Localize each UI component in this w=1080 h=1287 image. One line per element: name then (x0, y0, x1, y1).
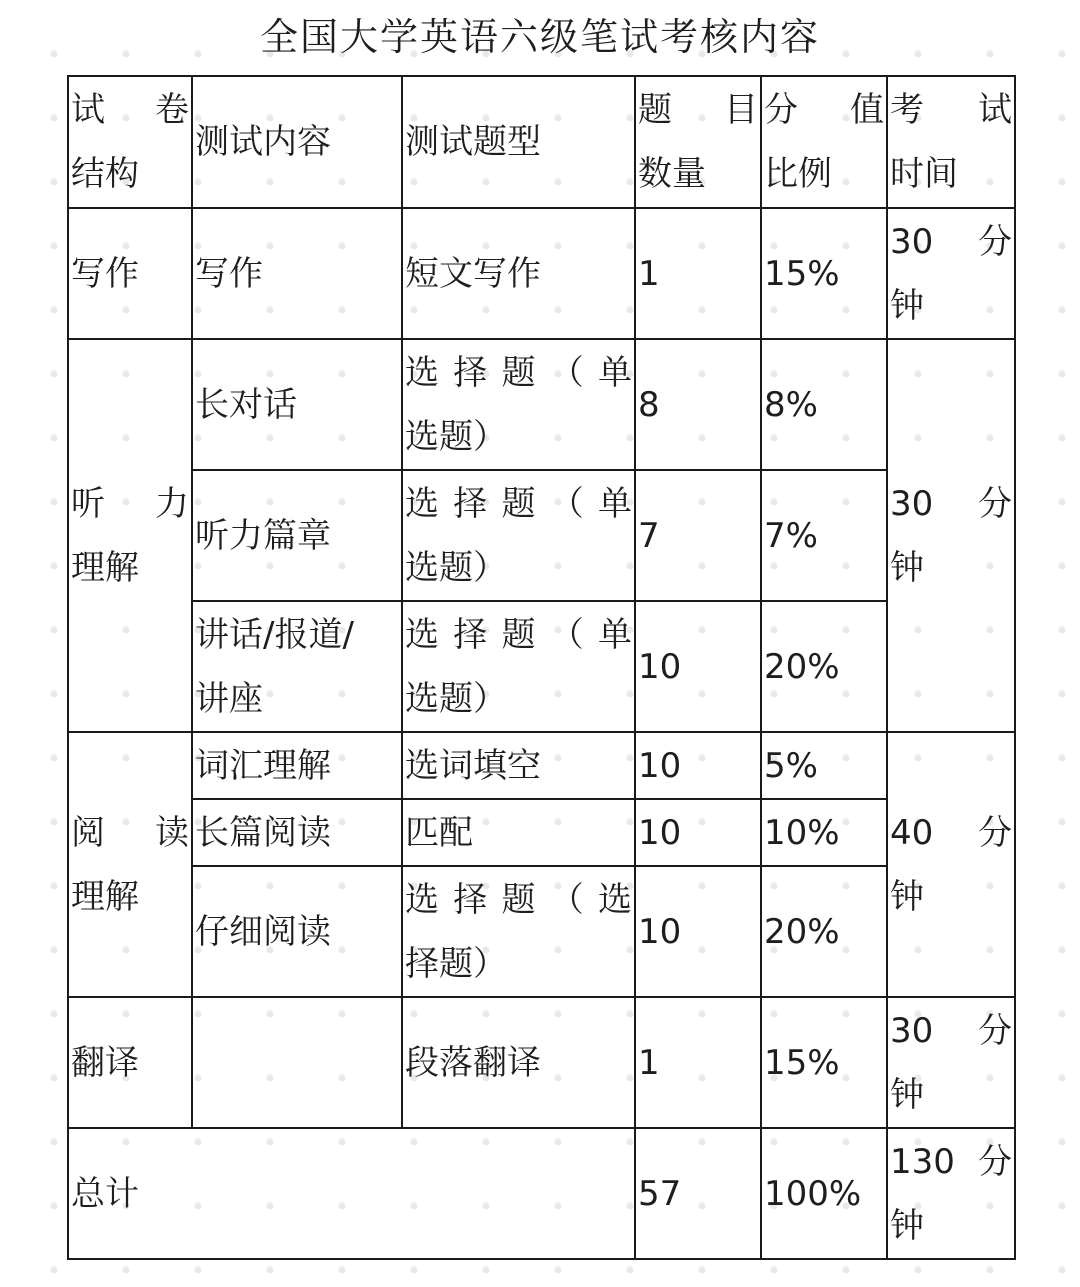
reading-2-ratio (761, 799, 887, 866)
header-type-text: 测试题型 (405, 122, 541, 162)
translation-section (68, 997, 192, 1128)
reading-time-line1: 40 分 (890, 812, 1012, 853)
translation-type (402, 997, 635, 1128)
translation-ratio-text: 15% (764, 1042, 840, 1083)
header-structure-line2: 结构 (71, 154, 139, 194)
listening-3-ratio (761, 601, 887, 732)
writing-time-line1: 30 分 (890, 221, 1012, 262)
reading-2-type-text: 匹配 (405, 812, 473, 853)
table-row-reading-2 (68, 799, 1015, 866)
table-row-writing (68, 208, 1015, 339)
header-time (887, 76, 1015, 208)
reading-2-type (402, 799, 635, 866)
translation-time-line1: 30 分 (890, 1010, 1012, 1051)
writing-type (402, 208, 635, 339)
table-row-listening-2 (68, 470, 1015, 601)
reading-section (68, 732, 192, 997)
writing-ratio-text: 15% (764, 253, 840, 294)
reading-1-type (402, 732, 635, 799)
table-header-row (68, 76, 1015, 208)
listening-3-type-line2: 选题） (405, 678, 507, 719)
translation-type-text: 段落翻译 (405, 1042, 541, 1083)
listening-3-content-line1: 讲话/报道/ (195, 614, 354, 655)
header-ratio (761, 76, 887, 208)
listening-1-ratio-text: 8% (764, 384, 818, 425)
writing-content-text: 写作 (195, 253, 263, 294)
exam-content-table (67, 75, 1016, 1260)
translation-count-text: 1 (638, 1042, 660, 1083)
page-title: 全国大学英语六级笔试考核内容 (259, 15, 820, 59)
listening-time-line2: 钟 (890, 547, 924, 588)
listening-3-count (635, 601, 761, 732)
table-row-listening-1 (68, 339, 1015, 470)
listening-section-line2: 理解 (71, 547, 139, 588)
header-content-text: 测试内容 (195, 122, 331, 162)
header-count-line2: 数量 (638, 154, 706, 194)
listening-1-content (192, 339, 402, 470)
reading-2-count (635, 799, 761, 866)
header-structure-line1: 试 卷 (71, 90, 189, 130)
reading-3-count (635, 866, 761, 997)
writing-count-text: 1 (638, 253, 660, 294)
total-time-line2: 钟 (890, 1205, 924, 1246)
reading-1-content (192, 732, 402, 799)
translation-ratio (761, 997, 887, 1128)
listening-2-content-text: 听力篇章 (195, 515, 331, 556)
translation-count (635, 997, 761, 1128)
listening-3-type (402, 601, 635, 732)
listening-time (887, 339, 1015, 732)
listening-2-ratio-text: 7% (764, 515, 818, 556)
listening-3-ratio-text: 20% (764, 646, 840, 687)
total-count-text: 57 (638, 1173, 682, 1214)
total-count (635, 1128, 761, 1259)
listening-2-type (402, 470, 635, 601)
reading-2-ratio-text: 10% (764, 812, 840, 853)
listening-2-type-line2: 选题） (405, 547, 507, 588)
header-time-line1: 考 试 (890, 90, 1012, 130)
writing-ratio (761, 208, 887, 339)
listening-1-type-line2: 选题） (405, 416, 507, 457)
reading-1-type-text: 选词填空 (405, 745, 541, 786)
reading-3-type (402, 866, 635, 997)
reading-1-content-text: 词汇理解 (195, 745, 331, 786)
listening-2-content (192, 470, 402, 601)
writing-content (192, 208, 402, 339)
reading-3-count-text: 10 (638, 911, 682, 952)
reading-3-content-text: 仔细阅读 (195, 911, 331, 952)
writing-type-text: 短文写作 (405, 253, 541, 294)
total-label (68, 1128, 635, 1259)
reading-1-ratio (761, 732, 887, 799)
listening-2-count (635, 470, 761, 601)
listening-1-count (635, 339, 761, 470)
total-ratio (761, 1128, 887, 1259)
listening-section (68, 339, 192, 732)
table-row-total (68, 1128, 1015, 1259)
listening-3-count-text: 10 (638, 646, 682, 687)
writing-time (887, 208, 1015, 339)
reading-time-line2: 钟 (890, 876, 924, 917)
header-time-line2: 时间 (890, 154, 958, 194)
listening-1-ratio (761, 339, 887, 470)
header-content (192, 76, 402, 208)
total-ratio-text: 100% (764, 1173, 862, 1214)
listening-2-ratio (761, 470, 887, 601)
reading-3-ratio (761, 866, 887, 997)
header-count-line1: 题 目 (638, 90, 758, 130)
translation-time-line2: 钟 (890, 1074, 924, 1115)
reading-2-content (192, 799, 402, 866)
total-time (887, 1128, 1015, 1259)
writing-section (68, 208, 192, 339)
header-structure (68, 76, 192, 208)
reading-3-type-line1: 选 择 题 （ 选 (405, 879, 632, 920)
listening-section-line1: 听 力 (71, 483, 189, 524)
listening-time-line1: 30 分 (890, 483, 1012, 524)
listening-1-count-text: 8 (638, 384, 660, 425)
listening-2-type-line1: 选 择 题 （ 单 (405, 483, 632, 524)
listening-1-type-line1: 选 择 题 （ 单 (405, 352, 632, 393)
header-type (402, 76, 635, 208)
header-count (635, 76, 761, 208)
translation-content (192, 997, 402, 1128)
listening-1-type (402, 339, 635, 470)
writing-time-line2: 钟 (890, 285, 924, 326)
table-row-reading-1 (68, 732, 1015, 799)
listening-3-content-line2: 讲座 (195, 678, 263, 719)
translation-section-text: 翻译 (71, 1042, 139, 1083)
reading-3-content (192, 866, 402, 997)
reading-time (887, 732, 1015, 997)
header-ratio-line2: 比例 (764, 154, 832, 194)
writing-section-text: 写作 (71, 253, 139, 294)
table-row-listening-3 (68, 601, 1015, 732)
reading-section-line2: 理解 (71, 876, 139, 917)
listening-3-type-line1: 选 择 题 （ 单 (405, 614, 632, 655)
listening-1-content-text: 长对话 (195, 384, 297, 425)
writing-count (635, 208, 761, 339)
translation-time (887, 997, 1015, 1128)
listening-2-count-text: 7 (638, 515, 660, 556)
reading-3-type-line2: 择题） (405, 943, 507, 984)
table-row-translation (68, 997, 1015, 1128)
reading-1-count (635, 732, 761, 799)
listening-3-content (192, 601, 402, 732)
reading-2-count-text: 10 (638, 812, 682, 853)
reading-1-count-text: 10 (638, 745, 682, 786)
header-ratio-line1: 分 值 (764, 90, 884, 130)
total-label-text: 总计 (71, 1173, 139, 1214)
reading-3-ratio-text: 20% (764, 911, 840, 952)
reading-2-content-text: 长篇阅读 (195, 812, 331, 853)
total-time-line1: 130 分 (890, 1141, 1012, 1182)
table-row-reading-3 (68, 866, 1015, 997)
reading-1-ratio-text: 5% (764, 745, 818, 786)
reading-section-line1: 阅 读 (71, 812, 189, 853)
